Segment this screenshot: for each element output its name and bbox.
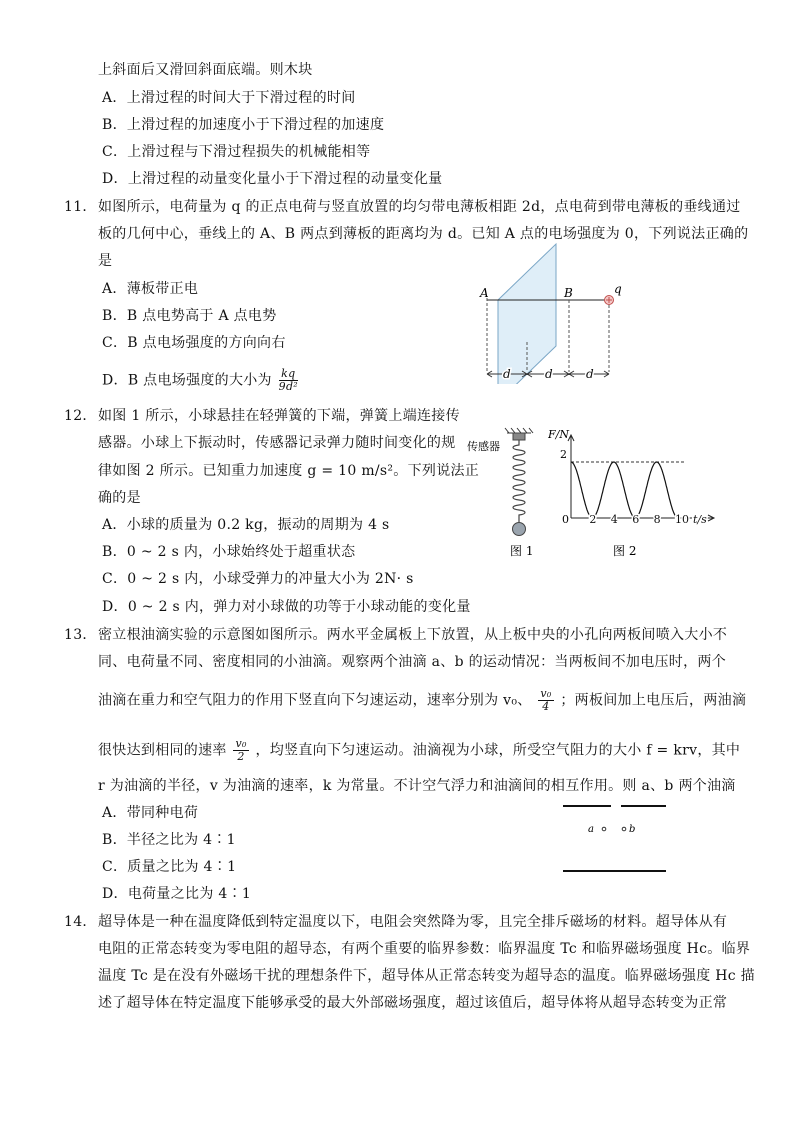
q13-stem-line-3 [98,688,746,713]
q11-option-d [102,368,300,393]
q13-line4-after: ，均竖直向下匀速运动。油滴视为小球，所受空气阻力的大小 f = krv，其中 [255,742,741,759]
label-a: A [480,286,489,300]
q14-line-2: 电阻的正常态转变为零电阻的超导态，有两个重要的临界参数：临界温度 Tc 和临界磁场强度 Hc。临界 [98,941,751,957]
fraction-numerator: kq [279,368,298,381]
q10-option-c: C．上滑过程与下滑过程损失的机械能相等 [102,144,371,160]
droplet-b [622,827,626,831]
droplet-b-label: b [629,824,636,835]
q11-figure [475,232,635,384]
q13-line3-before: 油滴在重力和空气阻力的作用下竖直向下匀速运动，速率分别为 v₀、 [98,692,532,709]
x-tick-label: 8 [653,513,661,526]
q12-stem-line-3: 律如图 2 所示。已知重力加速度 g = 10 m/s²。下列说法正 [98,463,480,479]
fig1-caption: 图 1 [510,544,534,558]
q13-stem-line-1: 密立根油滴实验的示意图如图所示。两水平金属板上下放置，从上板中央的小孔向两板间喷入大小不 [98,627,728,643]
fraction-denominator: 4 [542,700,550,713]
q13-option-b: B．半径之比为 4∶1 [102,832,236,848]
x-tick-label: 10 [675,513,689,526]
q12-stem-line-4: 确的是 [98,490,141,506]
label-d-1: d [503,367,511,381]
q12-figure-2-chart [548,425,720,565]
q12-option-a: A．小球的质量为 0.2 kg，振动的周期为 4 s [102,517,390,533]
q11-stem-line-3: 是 [98,253,113,269]
x-tick-label: 2 [589,513,597,526]
q11-option-c: C．B 点电场强度的方向向右 [102,335,286,351]
sensor-label: 传感器 [467,440,500,453]
q13-option-d: D．电荷量之比为 4∶1 [102,886,252,902]
q10-stem-tail: 上斜面后又滑回斜面底端。则木块 [98,62,313,78]
label-q: q [614,282,622,296]
q10-option-b: B．上滑过程的加速度小于下滑过程的加速度 [102,117,385,133]
q13-stem-line-2: 同、电荷量不同、密度相同的小油滴。观察两个油滴 a、b 的运动情况：当两板间不加电压时，两个 [98,654,727,670]
q14-line-1: 超导体是一种在温度降低到特定温度以下，电阻会突然降为零，且完全排斥磁场的材料。超导体从有 [98,914,728,930]
q11-option-d-text: D．B 点电场强度的大小为 [102,372,272,389]
q13-option-c: C．质量之比为 4∶1 [102,859,237,875]
ceiling-hatch [505,428,533,433]
q13-option-a: A．带同种电荷 [102,805,199,821]
q12-option-b: B．0 ~ 2 s 内，小球始终处于超重状态 [102,544,356,560]
x-axis-label: t/s [693,513,707,526]
q12-stem-line-2: 感器。小球上下振动时，传感器记录弹力随时间变化的规 [98,435,456,451]
fraction-denominator: 2 [237,750,245,763]
droplet-a-label: a [588,824,594,835]
q13-line3-after: ；两板间加上电压后，两油滴 [560,692,747,709]
fraction-numerator: v₀ [540,687,552,700]
q10-option-d: D．上滑过程的动量变化量小于下滑过程的动量变化量 [102,171,443,187]
label-b: B [564,286,573,300]
q12-stem-line-1: 如图 1 所示，小球悬挂在轻弹簧的下端，弹簧上端连接传 [98,408,460,424]
label-d-2: d [545,367,553,381]
q11-stem-line-1: 如图所示，电荷量为 q 的正点电荷与竖直放置的均匀带电薄板相距 2d，点电荷到带电薄板的垂线通过 [98,199,741,215]
force-curve [571,462,678,518]
q13-number: 13． [64,627,97,643]
y-tick-label: 2 [560,448,567,461]
ball [513,523,526,536]
y-axis-label: F/N [548,428,569,441]
q11-option-d-fraction [279,368,298,393]
x-tick-label: 4 [610,513,618,526]
q12-option-c: C．0 ~ 2 s 内，小球受弹力的冲量大小为 2N· s [102,571,414,587]
q11-number: 11． [64,199,97,215]
q14-number: 14． [64,914,97,930]
q13-figure [560,798,670,878]
spring [513,440,525,522]
origin-label: 0 [562,513,569,526]
q13-speed-fraction-half [233,738,248,763]
x-tick-label: 6 [632,513,640,526]
q14-line-4: 述了超导体在特定温度下能够承受的最大外部磁场强度，超过该值后，超导体将从超导态转变为正常 [98,995,728,1011]
q11-option-b: B．B 点电势高于 A 点电势 [102,308,277,324]
q10-option-a: A．上滑过程的时间大于下滑过程的时间 [102,90,356,106]
q13-line4-before: 很快达到相同的速率 [98,742,227,759]
q12-number: 12． [64,408,97,424]
q13-speed-fraction-quarter [538,688,553,713]
sensor [513,433,525,440]
q13-stem-line-4 [98,738,740,763]
label-d-3: d [586,367,594,381]
fraction-denominator: 9d² [278,380,298,393]
droplet-a [602,827,606,831]
fig2-caption: 图 2 [613,544,637,558]
q11-option-a: A．薄板带正电 [102,281,199,297]
fraction-numerator: v₀ [235,737,247,750]
q12-option-d: D．0 ~ 2 s 内，弹力对小球做的功等于小球动能的变化量 [102,599,471,615]
q11-stem-line-2: 板的几何中心，垂线上的 A、B 两点到薄板的距离均为 d。已知 A 点的电场强度为 0，下列说法正确的 [98,226,749,242]
q14-line-3: 温度 Tc 是在没有外磁场干扰的理想条件下，超导体从正常态转变为超导态的温度。临界磁场强度 Hc 描 [98,968,755,984]
q12-figure-1 [465,425,555,565]
q13-stem-line-5: r 为油滴的半径，v 为油滴的速率，k 为常量。不计空气浮力和油滴间的相互作用。则 a、b 两个油滴 [98,778,736,794]
